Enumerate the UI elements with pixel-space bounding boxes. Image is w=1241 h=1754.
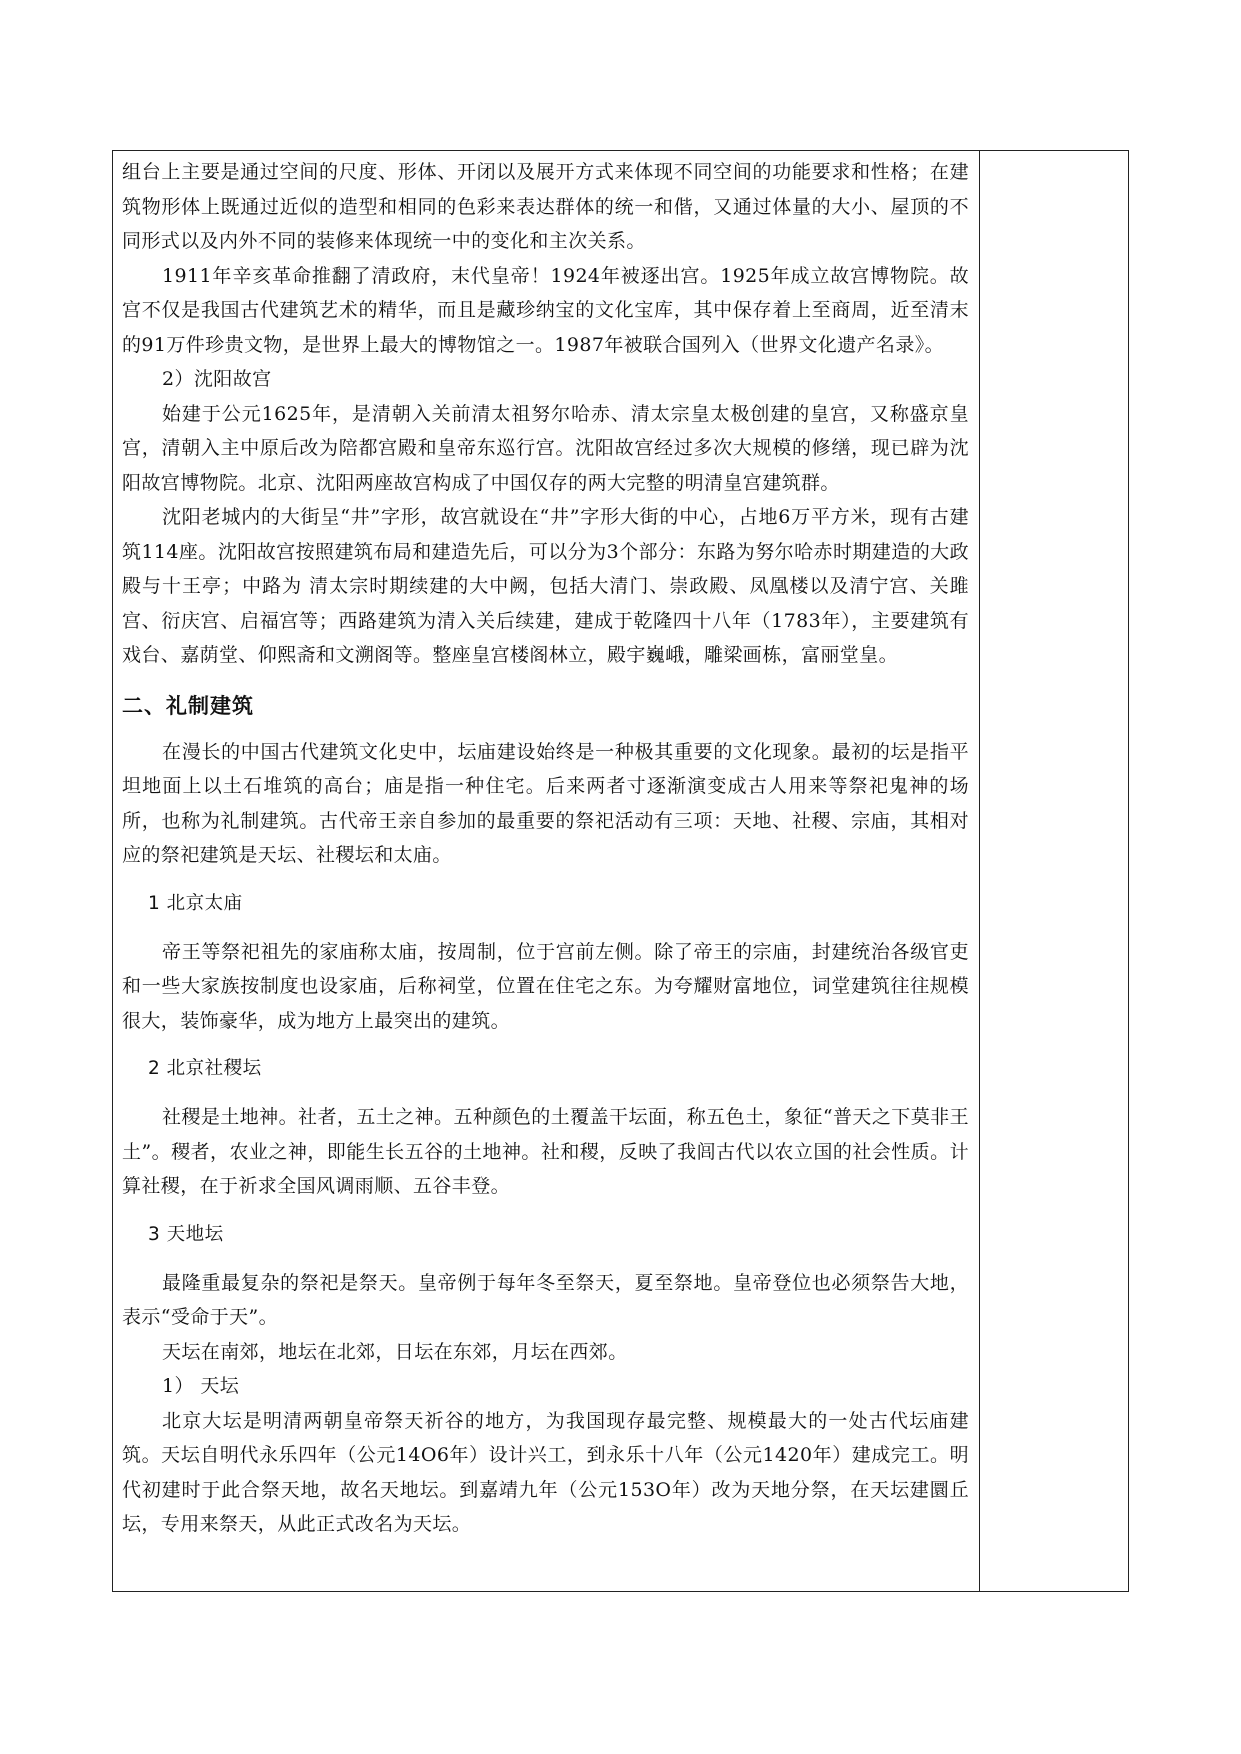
section-heading-lizhi: 二、礼制建筑: [122, 693, 254, 718]
paragraph-sheji: 社稷是土地神。社者，五土之神。五种颜色的土覆盖干坛面，称五色土，象征“普天之下莫非王土”。稷者，农业之神，即能生长五谷的土地神。社和稷，反映了我闾古代以农立国的社会性质。计算社稷，在于祈求全国风调雨顺、五谷丰登。: [122, 1106, 969, 1197]
paragraph-taimiao: 帝王等祭祀祖先的家庙称太庙，按周制，位于宫前左侧。除了帝王的宗庙，封建统治各级官吏和一些大家族按制度也设家庙，后称祠堂，位置在住宅之东。为夸耀财富地位，词堂建筑往往规模很大，装饰豪华，成为地方上最突出的建筑。: [122, 940, 969, 1032]
subheading-sheji: 2 北京社稷坛: [148, 1058, 262, 1079]
paragraph-tiandi-2: 天坛在南郊，地坛在北郊，日坛在东郊，月坛在西郊。: [162, 1340, 628, 1363]
paragraph-shenyang-1: 始建于公元1625年，是清朝入关前清太祖努尔哈赤、清太宗皇太极创建的皇宫，又称盛京皇宫，清朝入主中原后改为陪都宫殿和皇帝东巡行宫。沈阳故宫经过多次大规模的修缮，现已辟为沈阳故宫博物院。北京、沈阳两座故宫构成了中国仅存的两大完整的明清皇宫建筑群。: [122, 402, 969, 494]
subheading-taimiao: 1 北京太庙: [148, 892, 243, 914]
notes-cell: [980, 151, 1128, 1591]
subheading-tiandi: 3 天地坛: [148, 1223, 224, 1245]
paragraph-tiandi-1: 最隆重最复杂的祭祀是祭天。皇帝例于每年冬至祭天，夏至祭地。皇帝登位也必须祭告大地，表示“受命于天”。: [122, 1271, 969, 1328]
paragraph-1911: 1911年辛亥革命推翻了清政府，末代皇帝！1924年被逐出宫。1925年成立故宫博物院。故宫不仅是我国古代建筑艺术的精华，而且是藏珍纳宝的文化宝库，其中保存着上至商周，近至清末的91万件珍贵文物，是世界上最大的博物馆之一。1987年被联合国列入（世界文化遗产名录》。: [122, 264, 969, 356]
document-table: [112, 150, 1129, 1592]
paragraph-intro: 组台上主要是通过空间的尺度、形体、开闭以及展开方式来体现不同空间的功能要求和性格；在建筑物形体上既通过近似的造型和相同的色彩来表达群体的统一和偕，又通过体量的大小、屋顶的不同形式以及内外不同的装修来体现统一中的变化和主次关系。: [122, 161, 969, 252]
subheading-shenyang: 2）沈阳故宫: [162, 368, 272, 390]
paragraph-shenyang-2: 沈阳老城内的大街呈“井”字形，故宫就设在“井”字形大街的中心，占地6万平方米，现有古建筑114座。沈阳故宫按照建筑布局和建造先后，可以分为3个部分：东路为努尔哈赤时期建造的大政殿与十王亭；中路为 清太宗时期续建的大中阙，包括大清门、崇政殿、凤凰楼以及清宁宫、关雎宫、衍庆宫、启福宫等；西路建筑为清入关后续建，建成于乾隆四十八年（1783年），主要建筑有戏台、嘉荫堂、仰熙斋和文溯阁等。整座皇宫楼阁林立，殿宇巍峨，雕梁画栋，富丽堂皇。: [122, 506, 969, 666]
content-cell: [113, 151, 980, 1591]
paragraph-tiantan: 北京大坛是明清两朝皇帝祭天祈谷的地方，为我国现存最完整、规模最大的一处古代坛庙建筑。天坛自明代永乐四年（公元14O6年）设计兴工，到永乐十八年（公元1420年）建成完工。明代初建时于此合祭天地，故名天地坛。到嘉靖九年（公元153O年）改为天地分祭，在天坛建圜丘坛，专用来祭天，从此正式改名为天坛。: [122, 1409, 969, 1535]
subheading-tiantan: 1） 天坛: [162, 1375, 240, 1397]
paragraph-lizhi: 在漫长的中国古代建筑文化史中，坛庙建设始终是一种极其重要的文化现象。最初的坛是指平坦地面上以土石堆筑的高台；庙是指一种住宅。后来两者寸逐渐演变成古人用来等祭祀鬼神的场所，也称为礼制建筑。古代帝王亲自参加的最重要的祭祀活动有三项：天地、社稷、宗庙，其相对应的祭祀建筑是天坛、社稷坛和太庙。: [122, 740, 969, 866]
